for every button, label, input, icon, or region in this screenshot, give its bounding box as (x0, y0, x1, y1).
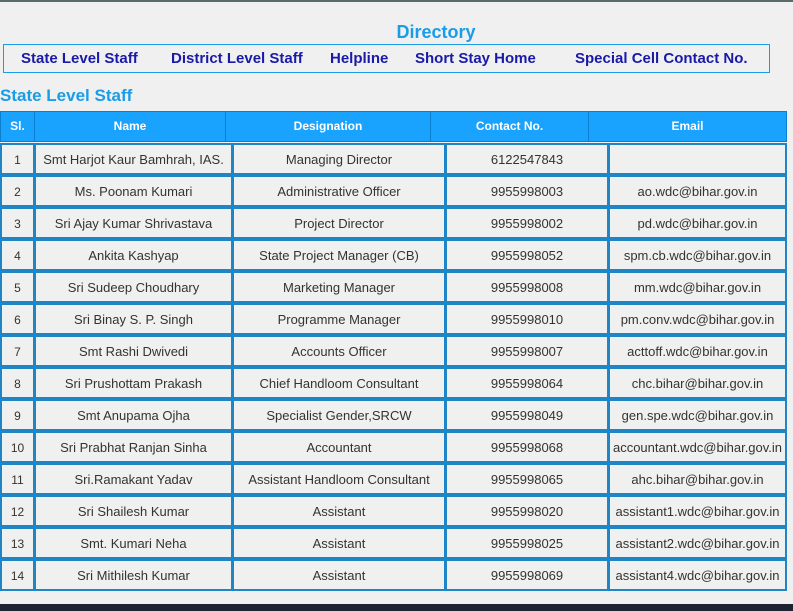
nav-short-stay-home[interactable]: Short Stay Home (415, 50, 536, 67)
header-email: Email (671, 119, 704, 133)
cell-email: gen.spe.wdc@bihar.gov.in (608, 399, 787, 431)
cell-email: assistant1.wdc@bihar.gov.in (608, 495, 787, 527)
top-border (0, 0, 793, 2)
cell-name: Sri Ajay Kumar Shrivastava (34, 207, 233, 239)
table-row (0, 431, 787, 463)
cell-email: accountant.wdc@bihar.gov.in (608, 431, 787, 463)
cell-contact: 9955998049 (445, 399, 609, 431)
cell-sl: 9 (0, 399, 35, 431)
cell-contact: 9955998008 (445, 271, 609, 303)
cell-designation: Project Director (232, 207, 446, 239)
cell-contact: 9955998003 (445, 175, 609, 207)
cell-email: ao.wdc@bihar.gov.in (608, 175, 787, 207)
cell-contact: 9955998010 (445, 303, 609, 335)
cell-contact: 9955998064 (445, 367, 609, 399)
cell-name: Smt Anupama Ojha (34, 399, 233, 431)
table-row (0, 303, 787, 335)
nav-helpline[interactable]: Helpline (330, 50, 389, 67)
cell-name: Sri Sudeep Choudhary (34, 271, 233, 303)
cell-name: Smt. Kumari Neha (34, 527, 233, 559)
cell-designation: Accountant (232, 431, 446, 463)
cell-contact: 9955998007 (445, 335, 609, 367)
cell-email: chc.bihar@bihar.gov.in (608, 367, 787, 399)
cell-sl: 6 (0, 303, 35, 335)
cell-designation: Administrative Officer (232, 175, 446, 207)
cell-sl: 1 (0, 143, 35, 175)
cell-contact: 9955998025 (445, 527, 609, 559)
cell-name: Sri Mithilesh Kumar (34, 559, 233, 591)
cell-designation: Assistant (232, 495, 446, 527)
table-row (0, 463, 787, 495)
cell-email: mm.wdc@bihar.gov.in (608, 271, 787, 303)
table-row (0, 207, 787, 239)
cell-contact: 9955998020 (445, 495, 609, 527)
cell-contact: 9955998052 (445, 239, 609, 271)
cell-contact: 9955998002 (445, 207, 609, 239)
cell-email: pd.wdc@bihar.gov.in (608, 207, 787, 239)
cell-contact: 6122547843 (445, 143, 609, 175)
table-row (0, 367, 787, 399)
cell-name: Sri Prushottam Prakash (34, 367, 233, 399)
cell-sl: 8 (0, 367, 35, 399)
table-row (0, 271, 787, 303)
cell-designation: Assistant (232, 559, 446, 591)
table-row (0, 559, 787, 591)
cell-contact: 9955998068 (445, 431, 609, 463)
table-row (0, 527, 787, 559)
cell-sl: 7 (0, 335, 35, 367)
cell-designation: Assistant Handloom Consultant (232, 463, 446, 495)
table-row (0, 239, 787, 271)
table-row (0, 175, 787, 207)
header-designation: Designation (226, 112, 431, 141)
cell-designation: Assistant (232, 527, 446, 559)
table-row (0, 335, 787, 367)
cell-sl: 12 (0, 495, 35, 527)
staff-table-body (0, 143, 787, 591)
cell-designation: Programme Manager (232, 303, 446, 335)
cell-name: Sri Prabhat Ranjan Sinha (34, 431, 233, 463)
cell-name: Sri Shailesh Kumar (34, 495, 233, 527)
cell-sl: 4 (0, 239, 35, 271)
directory-nav (3, 44, 770, 73)
cell-email (608, 143, 787, 175)
cell-sl: 14 (0, 559, 35, 591)
cell-sl: 10 (0, 431, 35, 463)
header-sl: Sl. (1, 112, 35, 141)
header-name: Name (35, 112, 226, 141)
cell-sl: 2 (0, 175, 35, 207)
cell-email: acttoff.wdc@bihar.gov.in (608, 335, 787, 367)
cell-designation: Specialist Gender,SRCW (232, 399, 446, 431)
cell-sl: 11 (0, 463, 35, 495)
cell-name: Ankita Kashyap (34, 239, 233, 271)
bottom-bar (0, 604, 793, 611)
nav-state-level-staff[interactable]: State Level Staff (21, 50, 138, 67)
cell-designation: State Project Manager (CB) (232, 239, 446, 271)
cell-designation: Marketing Manager (232, 271, 446, 303)
cell-designation: Chief Handloom Consultant (232, 367, 446, 399)
nav-special-cell-contact[interactable]: Special Cell Contact No. (575, 50, 748, 67)
cell-email: spm.cb.wdc@bihar.gov.in (608, 239, 787, 271)
cell-designation: Accounts Officer (232, 335, 446, 367)
section-title: State Level Staff (0, 86, 133, 105)
cell-contact: 9955998069 (445, 559, 609, 591)
cell-contact: 9955998065 (445, 463, 609, 495)
table-header (0, 111, 787, 142)
cell-email: assistant4.wdc@bihar.gov.in (608, 559, 787, 591)
cell-name: Sri.Ramakant Yadav (34, 463, 233, 495)
table-row (0, 399, 787, 431)
cell-email: pm.conv.wdc@bihar.gov.in (608, 303, 787, 335)
cell-email: assistant2.wdc@bihar.gov.in (608, 527, 787, 559)
table-row (0, 143, 787, 175)
cell-name: Sri Binay S. P. Singh (34, 303, 233, 335)
cell-sl: 13 (0, 527, 35, 559)
nav-district-level-staff[interactable]: District Level Staff (171, 50, 303, 67)
cell-name: Ms. Poonam Kumari (34, 175, 233, 207)
header-contact: Contact No. (431, 112, 589, 141)
table-row (0, 495, 787, 527)
cell-name: Smt Harjot Kaur Bamhrah, IAS. (34, 143, 233, 175)
cell-designation: Managing Director (232, 143, 446, 175)
cell-sl: 5 (0, 271, 35, 303)
cell-name: Smt Rashi Dwivedi (34, 335, 233, 367)
cell-email: ahc.bihar@bihar.gov.in (608, 463, 787, 495)
page-heading: Directory (396, 22, 476, 42)
cell-sl: 3 (0, 207, 35, 239)
